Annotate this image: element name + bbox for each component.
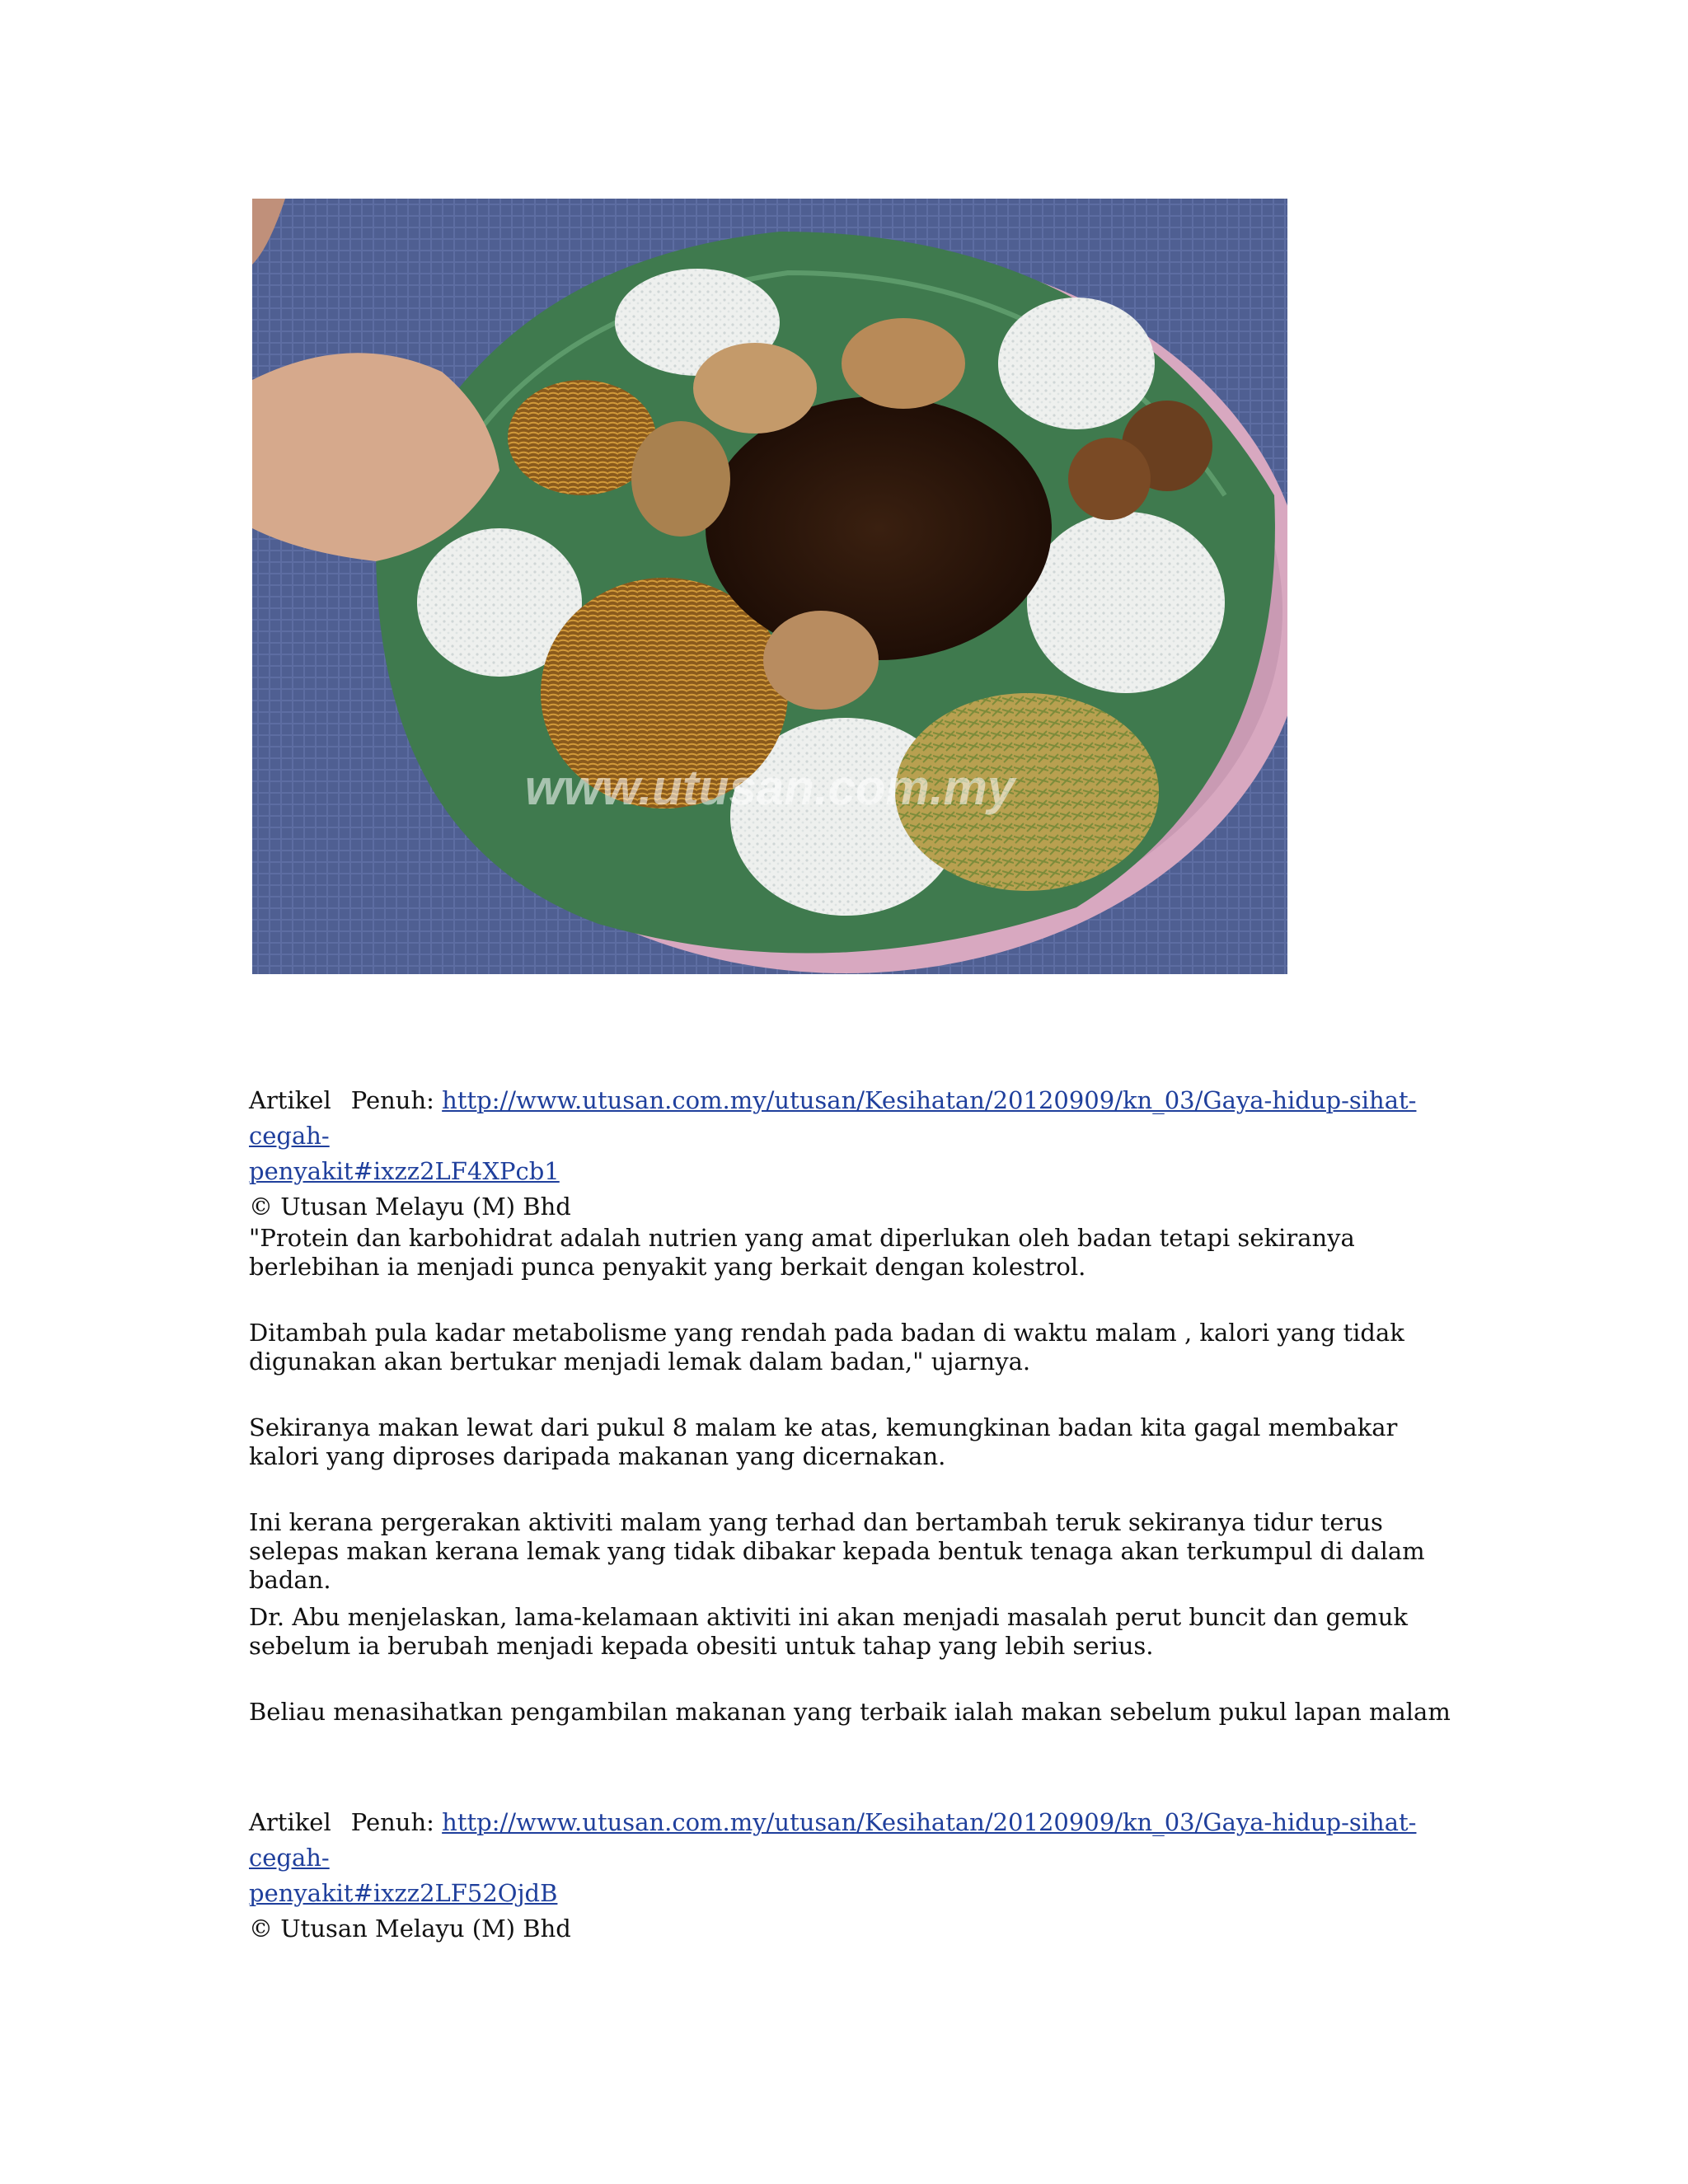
copyright-notice: © Utusan Melayu (M) Bhd	[249, 1193, 571, 1221]
paragraph-4: Ini kerana pergerakan aktiviti malam yang terhad dan bertambah teruk sekiranya tidur terus selepas makan kerana lemak yang tidak dibakar kepada bentuk tenaga akan terkumpul di dalam badan.	[249, 1508, 1425, 1594]
source-link-part-2[interactable]: penyakit#ixzz2LF52OjdB	[249, 1879, 558, 1907]
source-line-2	[249, 1154, 1452, 1189]
paragraph-1: "Protein dan karbohidrat adalah nutrien yang amat diperlukan oleh badan tetapi sekiranya berlebihan ia menjadi punca penyakit yang berkait dengan kolestrol.	[249, 1224, 1355, 1281]
source-link-part-1[interactable]: http://www.utusan.com.my/utusan/Kesihatan/20120909/kn_03/Gaya-hidup-sihat-cegah-	[249, 1808, 1417, 1872]
source-line-1	[249, 1805, 1452, 1876]
source-link-part-2[interactable]: penyakit#ixzz2LF4XPcb1	[249, 1157, 560, 1185]
source-label-artikel: Artikel	[249, 1086, 331, 1114]
source-citation-bottom	[249, 1805, 1452, 1947]
source-link-part-1[interactable]: http://www.utusan.com.my/utusan/Kesihatan/20120909/kn_03/Gaya-hidup-sihat-cegah-	[249, 1086, 1417, 1150]
paragraph-2: Ditambah pula kadar metabolisme yang rendah pada badan di waktu malam , kalori yang tidak digunakan akan bertukar menjadi lemak dalam badan," ujarnya.	[249, 1319, 1404, 1376]
paragraph-6: Beliau menasihatkan pengambilan makanan yang terbaik ialah makan sebelum pukul lapan malam	[249, 1698, 1451, 1726]
source-line-2	[249, 1876, 1452, 1911]
food-photo	[252, 199, 1287, 974]
source-citation-top	[249, 1083, 1452, 1225]
copyright-notice: © Utusan Melayu (M) Bhd	[249, 1915, 571, 1943]
photo-watermark: www.utusan.com.my	[524, 760, 1015, 815]
source-line-1	[249, 1083, 1452, 1154]
source-label-penuh: Penuh:	[350, 1086, 434, 1114]
paragraph-3: Sekiranya makan lewat dari pukul 8 malam ke atas, kemungkinan badan kita gagal membakar kalori yang diproses daripada makanan yang dicernakan.	[249, 1413, 1398, 1470]
paragraph-5: Dr. Abu menjelaskan, lama-kelamaan aktiviti ini akan menjadi masalah perut buncit dan gemuk sebelum ia berubah menjadi kepada obesiti untuk tahap yang lebih serius.	[249, 1603, 1408, 1660]
source-label-artikel: Artikel	[249, 1808, 331, 1836]
source-label-penuh: Penuh:	[350, 1808, 434, 1836]
